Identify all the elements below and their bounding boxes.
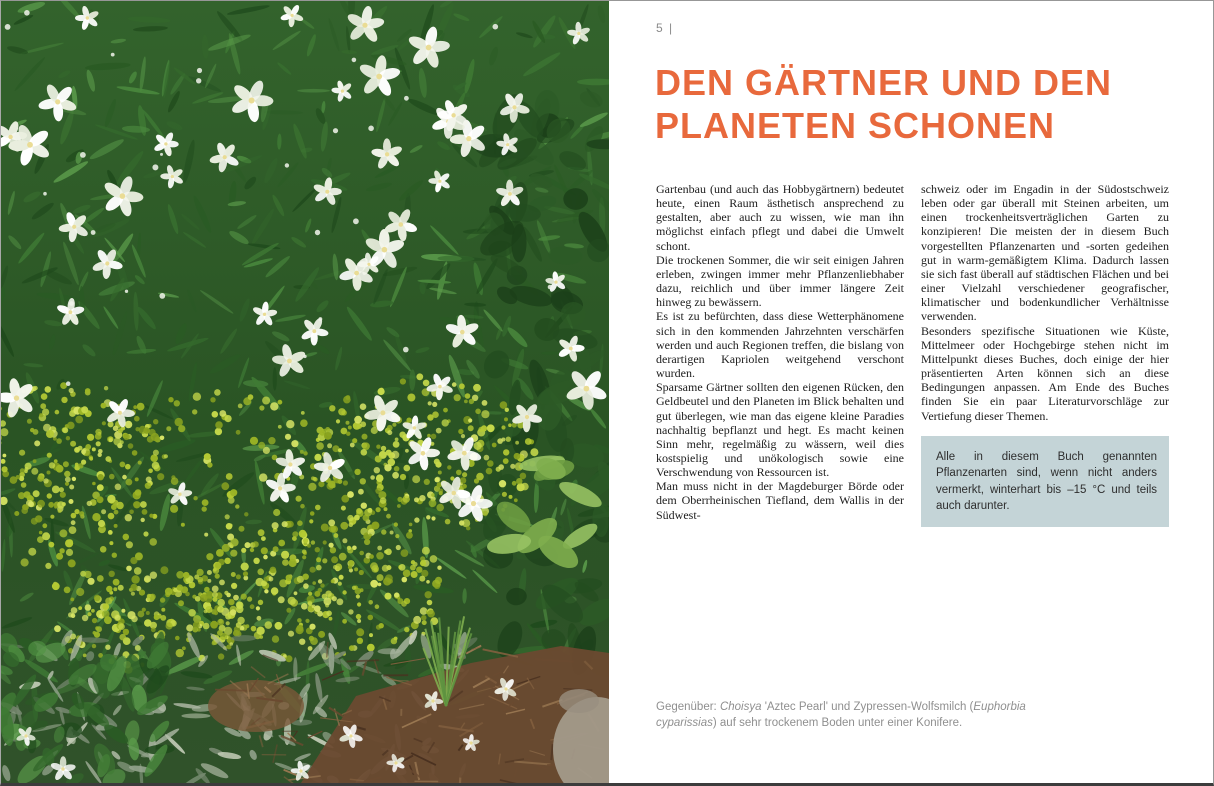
- page-number: 5 |: [656, 21, 674, 35]
- body-paragraph: Die trockenen Sommer, die wir seit einigen Jahren erleben, zwingen immer mehr Pflanzenliebhaber dazu, reichlich und über immer längere Zeit hinweg zu bewässern.: [656, 252, 904, 310]
- body-paragraph: Sparsame Gärtner sollten den eigenen Rücken, den Geldbeutel und den Planeten im Blick behalten und gut überlegen, wie man das eigene kleine Paradies nachhaltig bepflanzt und hegt. Es macht keinen Sinn mehr, regelmäßig zu wässern, weil dies kostspielig und unökologisch sowie eine Verschwendung von Ressourcen ist.: [656, 380, 904, 480]
- chapter-title-line2: PLANETEN SCHONEN: [655, 105, 1056, 146]
- chapter-title-line1: DEN GÄRTNER UND DEN: [655, 62, 1113, 103]
- body-column-right-text: [921, 182, 1169, 423]
- body-paragraph: Es ist zu befürchten, dass diese Wetterphänomene sich in den kommenden Jahrzehnten verschärfen werden und auch Regionen treffen, die bislang von derartigen Kapriolen weitgehend verschont wurden.: [656, 309, 904, 381]
- garden-photo: [1, 1, 609, 783]
- garden-photo-svg: [1, 1, 609, 783]
- body-paragraph: schweiz oder im Engadin in der Südostschweiz leben oder gar überall mit Steinen arbeiten, um einen trockenheitsverträglichen Garten zu konzipieren! Die meisten der in diesem Buch vorgestellten Pflanzenarten und -sorten gedeihen gut in warm-gemäßigtem Klima. Dadurch lassen sie sich fast überall auf städtischen Flächen und bei einer Vielzahl verschiedener geografischer, klimatischer und bodenkundlicher Verhältnisse verwenden.: [921, 182, 1169, 324]
- body-paragraph: Gartenbau (und auch das Hobbygärtnern) bedeutet heute, einen Raum ästhetisch ansprechend zu gestalten, aber auch zu wissen, wie man ihn möglichst einfach pflegt und dabei die Umwelt schont.: [656, 182, 904, 253]
- text-page: [609, 1, 1213, 783]
- chapter-title: [655, 61, 1155, 147]
- body-paragraph: Man muss nicht in der Magdeburger Börde oder dem Oberrheinischen Tiefland, dem Wallis in der Südwest-: [656, 479, 904, 522]
- body-column-left: [656, 182, 904, 527]
- info-box: Alle in diesem Buch genannten Pflanzenarten sind, wenn nicht anders vermerkt, winterhart bis –15 °C und teils auch darunter.: [921, 436, 1169, 527]
- body-paragraph: Besonders spezifische Situationen wie Küste, Mittelmeer oder Hochgebirge stehen nicht im Mittelpunkt dieses Buches, doch einige der hier präsentierten Arten können sich an diese Bedingungen anpassen. Am Ende des Buches finden Sie ein paar Literaturvorschläge zur Vertiefung dieser Themen.: [921, 323, 1169, 423]
- body-columns: [656, 182, 1169, 527]
- photo-caption: Gegenüber: Choisya 'Aztec Pearl' und Zypressen-Wolfsmilch (Euphorbia cyparissias) auf sehr trockenem Boden unter einer Konifere.: [656, 701, 1026, 729]
- body-column-right: [921, 182, 1169, 527]
